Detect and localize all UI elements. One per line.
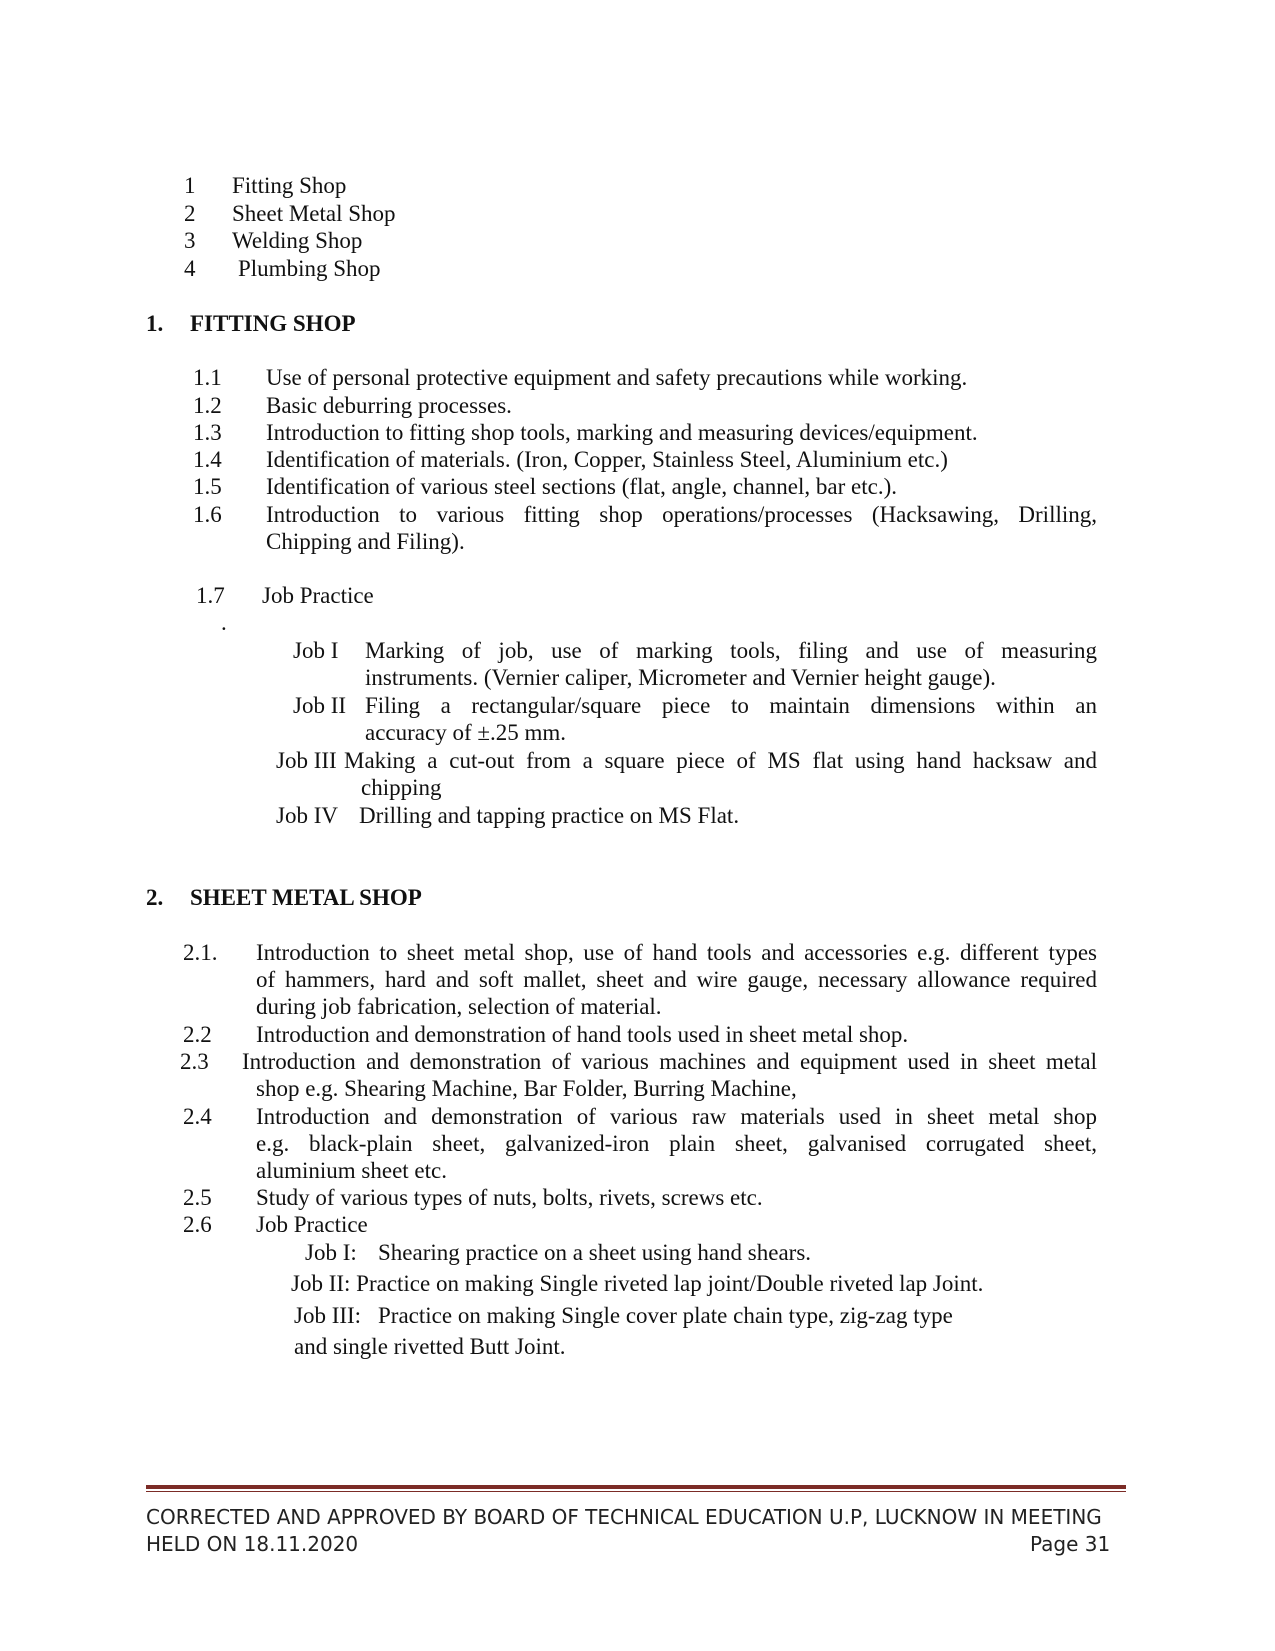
toc-number: 3 — [184, 228, 196, 253]
item-text-line: Introduction to sheet metal shop, use of hand tools and accessories e.g. different types — [256, 940, 1097, 965]
item-text-line: Introduction and demonstration of various machines and equipment used in sheet metal — [242, 1049, 1097, 1074]
job-text: and single rivetted Butt Joint. — [294, 1334, 566, 1359]
toc-number: 4 — [184, 256, 196, 281]
item-text-line: during job fabrication, selection of material. — [256, 994, 662, 1019]
toc-label: Sheet Metal Shop — [232, 201, 396, 226]
section-number: 2. — [146, 885, 164, 910]
job-text: Job II: Practice on making Single riveted lap joint/Double riveted lap Joint. — [291, 1271, 984, 1296]
item-text: Use of personal protective equipment and safety precautions while working. — [266, 365, 968, 390]
item-number: 1.5 — [193, 474, 222, 499]
item-text-line: aluminium sheet etc. — [256, 1158, 447, 1183]
toc-number: 1 — [184, 173, 196, 198]
job-practice-label: Job Practice — [256, 1212, 368, 1237]
job-label: Job III: — [294, 1303, 362, 1328]
item-text-line: Chipping and Filing). — [266, 529, 465, 554]
item-text-line: Introduction to various fitting shop operations/processes (Hacksawing, Drilling, — [266, 502, 1097, 527]
job-text-line: Marking of job, use of marking tools, filing and use of measuring — [365, 638, 1097, 663]
item-number: 2.2 — [183, 1022, 212, 1047]
section-heading: FITTING SHOP — [190, 311, 356, 336]
footer-approval-line: CORRECTED AND APPROVED BY BOARD OF TECHNICAL EDUCATION U.P, LUCKNOW IN MEETING — [146, 1505, 1102, 1529]
item-number: 2.1. — [183, 940, 218, 965]
toc-label: Fitting Shop — [232, 173, 347, 198]
toc-label: Welding Shop — [232, 228, 363, 253]
item-text-line: shop e.g. Shearing Machine, Bar Folder, Burring Machine, — [256, 1076, 797, 1101]
item-number: 1.6 — [193, 502, 222, 527]
item-number: 1.1 — [193, 365, 222, 390]
item-number: 1.4 — [193, 447, 222, 472]
footer-rule-thin — [146, 1491, 1126, 1492]
job-label: Job II — [293, 693, 347, 718]
job-label: Job III — [276, 748, 337, 773]
item-text-line: of hammers, hard and soft mallet, sheet and wire gauge, necessary allowance required — [256, 967, 1097, 992]
toc-number: 2 — [184, 201, 196, 226]
item-number: 1.3 — [193, 420, 222, 445]
job-text: Shearing practice on a sheet using hand shears. — [378, 1240, 812, 1265]
item-text: Introduction to fitting shop tools, marking and measuring devices/equipment. — [266, 420, 978, 445]
job-label: Job IV — [276, 803, 338, 828]
section-number: 1. — [146, 311, 164, 336]
job-text-line: accuracy of ±.25 mm. — [365, 720, 567, 745]
job-practice-label: Job Practice — [262, 583, 374, 608]
page-number: Page 31 — [1030, 1532, 1111, 1556]
item-number: 2.5 — [183, 1185, 212, 1210]
item-number: 2.6 — [183, 1212, 212, 1237]
item-text-line: Introduction and demonstration of various raw materials used in sheet metal shop — [256, 1104, 1097, 1129]
section-heading: SHEET METAL SHOP — [190, 885, 422, 910]
item-number: 2.3 — [180, 1049, 209, 1074]
item-number: 1.7 — [196, 583, 225, 608]
item-text: Identification of various steel sections (flat, angle, channel, bar etc.). — [266, 474, 897, 499]
item-text: Basic deburring processes. — [266, 393, 512, 418]
job-text-line: Drilling and tapping practice on MS Flat. — [359, 803, 740, 828]
item-text-line: e.g. black-plain sheet, galvanized-iron plain sheet, galvanised corrugated sheet, — [256, 1131, 1097, 1156]
job-text-line: Filing a rectangular/square piece to maintain dimensions within an — [365, 693, 1097, 718]
footer-rule — [146, 1485, 1126, 1489]
job-text-line: chipping — [361, 775, 442, 800]
stray-dot: . — [221, 610, 227, 635]
footer-meeting-date: HELD ON 18.11.2020 — [146, 1532, 359, 1556]
job-text: Practice on making Single cover plate chain type, zig-zag type — [378, 1303, 953, 1328]
job-label: Job I: — [305, 1240, 357, 1265]
item-number: 1.2 — [193, 393, 222, 418]
item-number: 2.4 — [183, 1104, 212, 1129]
toc-label: Plumbing Shop — [238, 256, 381, 281]
job-text-line: instruments. (Vernier caliper, Micrometer and Vernier height gauge). — [365, 665, 996, 690]
item-text: Identification of materials. (Iron, Copper, Stainless Steel, Aluminium etc.) — [266, 447, 948, 472]
job-text-line: Making a cut-out from a square piece of MS flat using hand hacksaw and — [344, 748, 1097, 773]
item-text: Study of various types of nuts, bolts, rivets, screws etc. — [256, 1185, 763, 1210]
job-label: Job I — [293, 638, 339, 663]
item-text: Introduction and demonstration of hand tools used in sheet metal shop. — [256, 1022, 909, 1047]
